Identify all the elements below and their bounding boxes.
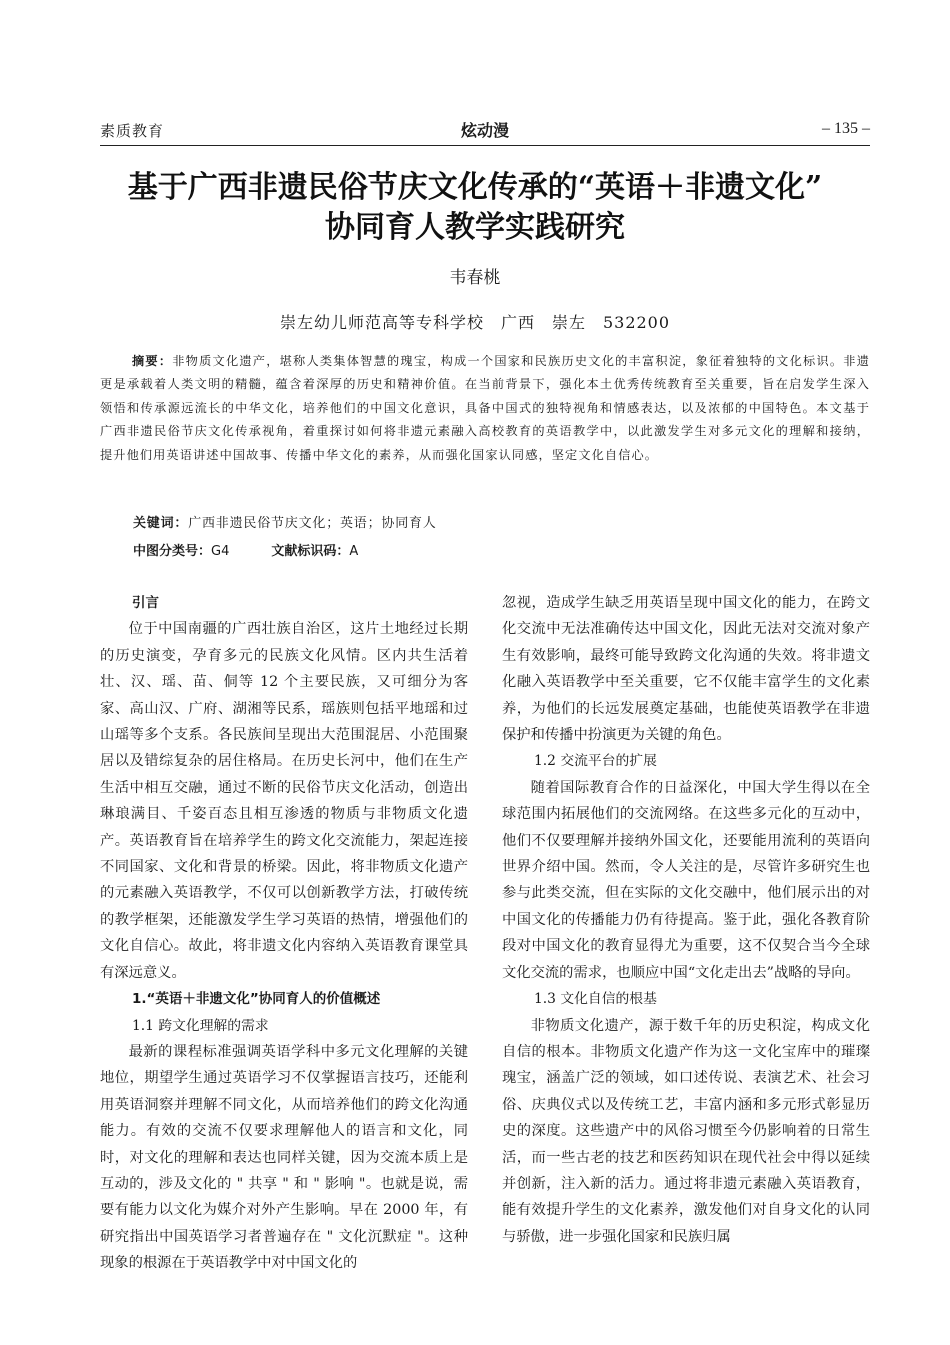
title-line-1: 基于广西非遗民俗节庆文化传承的“英语＋非遗文化”: [127, 170, 823, 205]
intro-heading: 引言: [132, 595, 159, 611]
continued-paragraph: 忽视，造成学生缺乏用英语呈现中国文化的能力，在跨文化交流中无法准确传达中国文化，因此无法对交流对象产生有效影响，最终可能导致跨文化沟通的失效。将非遗文化融入英语教学中至关重要，它不仅能丰富学生的文化素养，为他们的长远发展奠定基础，也能使英语教学在非遗保护和传播中扮演更为关键的角色。: [502, 595, 870, 744]
left-column: [100, 590, 468, 1277]
subsection-1-3-heading: 1.3 文化自信的根基: [534, 991, 657, 1008]
title-line-2: 协同育人教学实践研究: [325, 210, 625, 245]
header-rule: [100, 145, 870, 146]
abstract: [100, 350, 870, 467]
journal-name: 炫动漫: [460, 121, 509, 140]
keywords-text: 广西非遗民俗节庆文化；英语；协同育人: [188, 516, 437, 531]
intro-paragraph: 位于中国南疆的广西壮族自治区，这片土地经过长期的历史演变，孕育多元的民族文化风情。区内共生活着壮、汉、瑶、苗、侗等 12 个主要民族，又可细分为客家、高山汉、广府、湖湘等民系，瑶族则包括平地瑶和过山瑶等多个支系。各民族间呈现出大范围混居、小范围聚居以及错综复杂的居住格局。在历史长河中，他们在生产生活中相互交融，通过不断的民俗节庆文化活动，创造出琳琅满目、千姿百态且相互渗透的物质与非物质文化遗产。英语教育旨在培养学生的跨文化交流能力，架起连接不同国家、文化和背景的桥梁。因此，将非物质文化遗产的元素融入英语教学，不仅可以创新教学方法，打破传统的教学框架，还能激发学生学习英语的热情，增强他们的文化自信心。故此，将非遗文化内容纳入英语教育课堂具有深远意义。: [100, 621, 468, 981]
affiliation: 崇左幼儿师范高等专科学校 广西 崇左 532200: [279, 313, 671, 332]
subsection-1-2-heading: 1.2 交流平台的扩展: [534, 753, 657, 770]
abstract-text: 非物质文化遗产，堪称人类集体智慧的瑰宝，构成一个国家和民族历史文化的丰富积淀，象征着独特的文化标识。非遗更是承载着人类文明的精髓，蕴含着深厚的历史和精神价值。在当前背景下，强化本土优秀传统教育至关重要，旨在启发学生深入领悟和传承源远流长的中华文化，培养他们的中国文化意识，具备中国式的独特视角和情感表达，以及浓郁的中国特色。本文基于广西非遗民俗节庆文化传承视角，着重探讨如何将非遗元素融入高校教育的英语教学中，以此激发学生对多元文化的理解和接纳，提升他们用英语讲述中国故事、传播中华文化的素养，从而强化国家认同感，坚定文化自信心。: [100, 354, 870, 462]
subsection-1-2-paragraph: 随着国际教育合作的日益深化，中国大学生得以在全球范围内拓展他们的交流网络。在这些多元化的互动中，他们不仅要理解并接纳外国文化，还要能用流利的英语向世界介绍中国。然而，令人关注的是，尽管许多研究生也参与此类交流，但在实际的文化交融中，他们展示出的对中国文化的传播能力仍有待提高。鉴于此，强化各教育阶段对中国文化的教育显得尤为重要，这不仅契合当今全球文化交流的需求，也顺应中国“文化走出去”战略的导向。: [502, 779, 870, 981]
section-1-heading: 1.“英语＋非遗文化”协同育人的价值概述: [132, 991, 381, 1008]
subsection-1-3-paragraph: 非物质文化遗产，源于数千年的历史积淀，构成文化自信的根本。非物质文化遗产作为这一文化宝库中的璀璨瑰宝，涵盖广泛的领域，如口述传说、表演艺术、社会习俗、庆典仪式以及传统工艺，丰富内涵和多元形式彰显历史的深度。这些遗产中的风俗习惯至今仍影响着的日常生活，而一些古老的技艺和医药知识在现代社会中得以延续并创新，注入新的活力。通过将非遗元素融入英语教育，能有效提升学生的文化素养，激发他们对自身文化的认同与骄傲，进一步强化国家和民族归属: [502, 1017, 870, 1245]
clc-label: 中图分类号：: [133, 544, 212, 559]
paper-title: [60, 168, 890, 248]
abstract-label: 摘要：: [132, 354, 173, 368]
doc-code-value: A: [349, 544, 359, 559]
running-header: [100, 118, 870, 144]
clc-value: G4: [211, 544, 230, 559]
keywords-label: 关键词：: [133, 516, 189, 531]
subsection-1-1-paragraph: 最新的课程标准强调英语学科中多元文化理解的关键地位，期望学生通过英语学习不仅掌握语言技巧，还能利用英语洞察并理解不同文化，从而培养他们的跨文化沟通能力。有效的交流不仅要求理解他人的语言和文化，同时，对文化的理解和表达也同样关键，因为交流本质上是互动的，涉及文化的 " 共享 " 和 " 影响 "。也就是说，需要有能力以文化为媒介对外产生影响。早在 2000 年，有研究指出中国英语学习者普遍存在 " 文化沉默症 "。这种现象的根源在于英语教学中对中国文化的: [100, 1043, 468, 1272]
right-column: [502, 590, 870, 1250]
classification: [133, 540, 358, 559]
author: 韦春桃: [449, 268, 501, 288]
page-number: – 135 –: [822, 120, 870, 137]
journal-section: 素质教育: [100, 122, 165, 140]
subsection-1-1-heading: 1.1 跨文化理解的需求: [132, 1017, 269, 1034]
doc-code-label: 文献标识码：: [271, 544, 350, 559]
keywords: [133, 512, 437, 531]
